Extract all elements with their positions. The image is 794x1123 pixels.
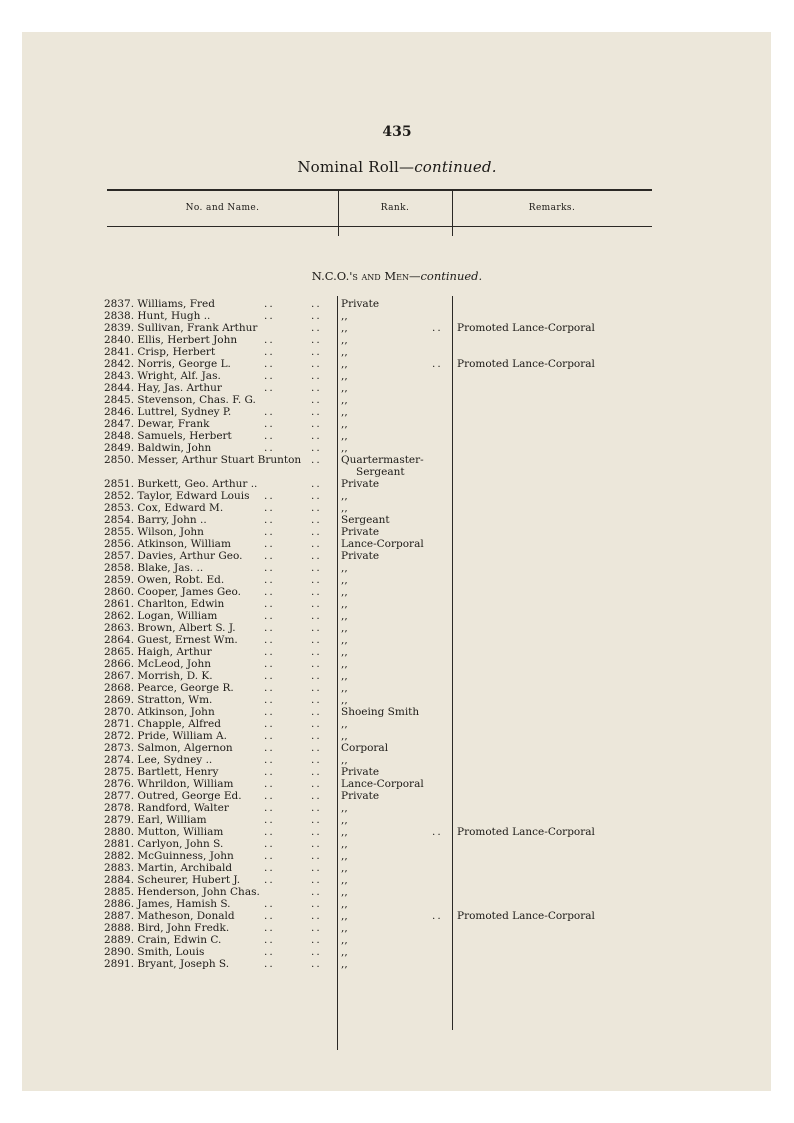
leader-dots: ..	[311, 574, 322, 586]
entry-rank: ,,	[341, 394, 348, 406]
entry-rank: ,,	[341, 610, 348, 622]
leader-dots: ..	[432, 826, 443, 838]
entry-no-name: 2847. Dewar, Frank	[104, 418, 210, 430]
leader-dots: ..	[264, 502, 275, 514]
entry-rank: ,,	[341, 730, 348, 742]
leader-dots: ..	[264, 814, 275, 826]
leader-dots: ..	[311, 334, 322, 346]
entry-rank: ,,	[341, 718, 348, 730]
leader-dots: ..	[264, 862, 275, 874]
leader-dots: ..	[311, 370, 322, 382]
entry-rank: ,,	[341, 754, 348, 766]
entry-remark: Promoted Lance-Corporal	[457, 358, 595, 370]
entry-no-name: 2873. Salmon, Algernon	[104, 742, 233, 754]
leader-dots: ..	[311, 754, 322, 766]
entry-rank: ,,	[341, 910, 348, 922]
entry-no-name: 2880. Mutton, William	[104, 826, 224, 838]
entry-rank: ,,	[341, 406, 348, 418]
leader-dots: ..	[311, 826, 322, 838]
leader-dots: ..	[311, 622, 322, 634]
entry-no-name: 2879. Earl, William	[104, 814, 207, 826]
leader-dots: ..	[264, 778, 275, 790]
column-header-name: No. and Name.	[185, 203, 260, 213]
entry-no-name: 2860. Cooper, James Geo.	[104, 586, 241, 598]
leader-dots: ..	[264, 526, 275, 538]
leader-dots: ..	[311, 394, 322, 406]
leader-dots: ..	[264, 406, 275, 418]
leader-dots: ..	[311, 298, 322, 310]
leader-dots: ..	[311, 322, 322, 334]
entry-no-name: 2853. Cox, Edward M.	[104, 502, 224, 514]
entry-no-name: 2861. Charlton, Edwin	[104, 598, 225, 610]
leader-dots: ..	[311, 634, 322, 646]
entry-rank: ,,	[341, 322, 348, 334]
entry-no-name: 2878. Randford, Walter	[104, 802, 229, 814]
leader-dots: ..	[311, 814, 322, 826]
entry-rank: ,,	[341, 814, 348, 826]
entry-rank: Lance-Corporal	[341, 778, 424, 790]
leader-dots: ..	[311, 658, 322, 670]
leader-dots: ..	[264, 538, 275, 550]
header-divider-1	[338, 191, 339, 236]
leader-dots: ..	[264, 622, 275, 634]
entry-rank: Private	[341, 478, 380, 490]
leader-dots: ..	[311, 910, 322, 922]
leader-dots: ..	[311, 550, 322, 562]
page-number: 435	[382, 124, 412, 140]
entry-no-name: 2884. Scheurer, Hubert J.	[104, 874, 241, 886]
entry-no-name: 2845. Stevenson, Chas. F. G.	[104, 394, 256, 406]
entry-no-name: 2872. Pride, William A.	[104, 730, 227, 742]
entry-no-name: 2850. Messer, Arthur Stuart Brunton	[104, 454, 302, 466]
leader-dots: ..	[311, 682, 322, 694]
entry-no-name: 2842. Norris, George L.	[104, 358, 231, 370]
leader-dots: ..	[311, 742, 322, 754]
leader-dots: ..	[264, 574, 275, 586]
leader-dots: ..	[432, 322, 443, 334]
entry-rank: ,,	[341, 862, 348, 874]
entry-no-name: 2865. Haigh, Arthur	[104, 646, 212, 658]
entry-no-name: 2885. Henderson, John Chas.	[104, 886, 260, 898]
leader-dots: ..	[311, 694, 322, 706]
leader-dots: ..	[311, 310, 322, 322]
leader-dots: ..	[311, 730, 322, 742]
leader-dots: ..	[311, 610, 322, 622]
entry-no-name: 2859. Owen, Robt. Ed.	[104, 574, 225, 586]
entry-rank: ,,	[341, 898, 348, 910]
entry-remark: Promoted Lance-Corporal	[457, 910, 595, 922]
entry-rank: Lance-Corporal	[341, 538, 424, 550]
leader-dots: ..	[311, 502, 322, 514]
entry-rank: ,,	[341, 442, 348, 454]
leader-dots: ..	[264, 598, 275, 610]
entry-rank: ,,	[341, 382, 348, 394]
entry-no-name: 2844. Hay, Jas. Arthur	[104, 382, 222, 394]
entry-no-name: 2858. Blake, Jas. ..	[104, 562, 204, 574]
leader-dots: ..	[264, 742, 275, 754]
entry-rank: Private	[341, 790, 380, 802]
leader-dots: ..	[311, 430, 322, 442]
leader-dots: ..	[264, 898, 275, 910]
entry-no-name: 2849. Baldwin, John	[104, 442, 212, 454]
entry-no-name: 2876. Whrildon, William	[104, 778, 234, 790]
column-header-remarks: Remarks.	[528, 203, 576, 213]
entry-no-name: 2855. Wilson, John	[104, 526, 204, 538]
leader-dots: ..	[264, 766, 275, 778]
page-title	[0, 158, 794, 176]
entry-no-name: 2841. Crisp, Herbert	[104, 346, 216, 358]
entry-rank: ,,	[341, 646, 348, 658]
leader-dots: ..	[264, 706, 275, 718]
entry-no-name: 2874. Lee, Sydney ..	[104, 754, 213, 766]
leader-dots: ..	[311, 706, 322, 718]
entry-rank: ,,	[341, 826, 348, 838]
section-heading	[0, 269, 794, 283]
leader-dots: ..	[264, 430, 275, 442]
leader-dots: ..	[264, 694, 275, 706]
leader-dots: ..	[264, 442, 275, 454]
entry-rank: Quartermaster-	[341, 454, 424, 466]
leader-dots: ..	[264, 586, 275, 598]
leader-dots: ..	[311, 382, 322, 394]
entry-no-name: 2875. Bartlett, Henry	[104, 766, 219, 778]
entry-no-name: 2867. Morrish, D. K.	[104, 670, 213, 682]
leader-dots: ..	[264, 826, 275, 838]
entry-no-name: 2870. Atkinson, John	[104, 706, 215, 718]
header-bottom-rule	[107, 226, 652, 227]
entry-no-name: 2854. Barry, John ..	[104, 514, 207, 526]
entry-rank: ,,	[341, 562, 348, 574]
entry-rank: ,,	[341, 418, 348, 430]
entry-no-name: 2889. Crain, Edwin C.	[104, 934, 222, 946]
leader-dots: ..	[311, 802, 322, 814]
leader-dots: ..	[264, 514, 275, 526]
leader-dots: ..	[311, 526, 322, 538]
entry-rank: Sergeant	[341, 514, 390, 526]
leader-dots: ..	[432, 910, 443, 922]
leader-dots: ..	[264, 310, 275, 322]
leader-dots: ..	[264, 790, 275, 802]
leader-dots: ..	[311, 562, 322, 574]
leader-dots: ..	[311, 586, 322, 598]
leader-dots: ..	[264, 562, 275, 574]
entry-rank: ,,	[341, 850, 348, 862]
entry-remark: Promoted Lance-Corporal	[457, 322, 595, 334]
leader-dots: ..	[311, 478, 322, 490]
leader-dots: ..	[264, 754, 275, 766]
leader-dots: ..	[264, 646, 275, 658]
entry-no-name: 2891. Bryant, Joseph S.	[104, 958, 230, 970]
entry-rank: ,,	[341, 682, 348, 694]
entry-rank: ,,	[341, 886, 348, 898]
leader-dots: ..	[264, 934, 275, 946]
entry-no-name: 2838. Hunt, Hugh ..	[104, 310, 211, 322]
leader-dots: ..	[311, 946, 322, 958]
leader-dots: ..	[264, 418, 275, 430]
leader-dots: ..	[311, 790, 322, 802]
entry-rank: ,,	[341, 598, 348, 610]
entry-no-name: 2883. Martin, Archibald	[104, 862, 233, 874]
leader-dots: ..	[264, 382, 275, 394]
leader-dots: ..	[311, 934, 322, 946]
entry-no-name: 2866. McLeod, John	[104, 658, 211, 670]
leader-dots: ..	[264, 730, 275, 742]
entry-rank: ,,	[341, 958, 348, 970]
leader-dots: ..	[264, 634, 275, 646]
body-divider-remarks	[452, 296, 453, 1030]
entry-no-name: 2864. Guest, Ernest Wm.	[104, 634, 238, 646]
entry-no-name: 2868. Pearce, George R.	[104, 682, 234, 694]
header-divider-2	[452, 191, 453, 236]
entry-rank: ,,	[341, 346, 348, 358]
entry-no-name: 2846. Luttrel, Sydney P.	[104, 406, 232, 418]
leader-dots: ..	[311, 598, 322, 610]
entry-rank: Private	[341, 298, 380, 310]
leader-dots: ..	[311, 850, 322, 862]
entry-no-name: 2886. James, Hamish S.	[104, 898, 231, 910]
leader-dots: ..	[311, 898, 322, 910]
entry-rank: Private	[341, 526, 380, 538]
leader-dots: ..	[264, 298, 275, 310]
leader-dots: ..	[311, 958, 322, 970]
entry-no-name: 2851. Burkett, Geo. Arthur ..	[104, 478, 258, 490]
entry-rank: Private	[341, 550, 380, 562]
entry-rank: ,,	[341, 694, 348, 706]
title-main: Nominal Roll—	[297, 158, 415, 176]
entry-no-name: 2881. Carlyon, John S.	[104, 838, 224, 850]
leader-dots: ..	[311, 838, 322, 850]
entry-no-name: 2839. Sullivan, Frank Arthur	[104, 322, 258, 334]
entry-no-name: 2863. Brown, Albert S. J.	[104, 622, 236, 634]
entry-no-name: 2862. Logan, William	[104, 610, 218, 622]
entry-rank: ,,	[341, 634, 348, 646]
entry-no-name: 2877. Outred, George Ed.	[104, 790, 242, 802]
leader-dots: ..	[264, 958, 275, 970]
entry-no-name: 2843. Wright, Alf. Jas.	[104, 370, 221, 382]
leader-dots: ..	[311, 862, 322, 874]
header-top-rule	[107, 189, 652, 191]
leader-dots: ..	[311, 442, 322, 454]
leader-dots: ..	[311, 346, 322, 358]
entry-no-name: 2852. Taylor, Edward Louis	[104, 490, 250, 502]
leader-dots: ..	[264, 370, 275, 382]
leader-dots: ..	[311, 406, 322, 418]
leader-dots: ..	[264, 946, 275, 958]
leader-dots: ..	[264, 610, 275, 622]
entry-rank: ,,	[341, 934, 348, 946]
entry-rank: ,,	[341, 334, 348, 346]
entry-rank-continued: Sergeant	[356, 466, 405, 478]
entry-rank: ,,	[341, 922, 348, 934]
leader-dots: ..	[311, 490, 322, 502]
leader-dots: ..	[264, 850, 275, 862]
leader-dots: ..	[264, 670, 275, 682]
leader-dots: ..	[311, 886, 322, 898]
leader-dots: ..	[311, 874, 322, 886]
entry-rank: ,,	[341, 586, 348, 598]
title-suffix: continued.	[414, 158, 497, 176]
leader-dots: ..	[264, 718, 275, 730]
leader-dots: ..	[311, 454, 322, 466]
body-divider-rank	[337, 296, 338, 1050]
entry-no-name: 2869. Stratton, Wm.	[104, 694, 213, 706]
entry-rank: ,,	[341, 838, 348, 850]
leader-dots: ..	[311, 418, 322, 430]
entry-rank: ,,	[341, 622, 348, 634]
entry-no-name: 2887. Matheson, Donald	[104, 910, 235, 922]
entry-no-name: 2837. Williams, Fred	[104, 298, 215, 310]
entry-no-name: 2871. Chapple, Alfred	[104, 718, 221, 730]
entry-no-name: 2857. Davies, Arthur Geo.	[104, 550, 243, 562]
entry-rank: ,,	[341, 502, 348, 514]
entry-rank: ,,	[341, 946, 348, 958]
entry-rank: ,,	[341, 670, 348, 682]
leader-dots: ..	[311, 922, 322, 934]
leader-dots: ..	[311, 670, 322, 682]
entry-no-name: 2882. McGuinness, John	[104, 850, 234, 862]
leader-dots: ..	[311, 358, 322, 370]
entry-rank: ,,	[341, 802, 348, 814]
leader-dots: ..	[311, 514, 322, 526]
leader-dots: ..	[264, 358, 275, 370]
entry-remark: Promoted Lance-Corporal	[457, 826, 595, 838]
entry-rank: ,,	[341, 430, 348, 442]
leader-dots: ..	[311, 778, 322, 790]
entry-rank: ,,	[341, 874, 348, 886]
leader-dots: ..	[264, 346, 275, 358]
leader-dots: ..	[311, 766, 322, 778]
leader-dots: ..	[311, 646, 322, 658]
leader-dots: ..	[264, 682, 275, 694]
entry-rank: ,,	[341, 358, 348, 370]
entry-rank: ,,	[341, 490, 348, 502]
entry-rank: ,,	[341, 574, 348, 586]
entry-rank: ,,	[341, 370, 348, 382]
section-label: N.C.O.'s and Men—	[311, 269, 421, 283]
entry-rank: ,,	[341, 310, 348, 322]
leader-dots: ..	[264, 874, 275, 886]
entry-rank: Private	[341, 766, 380, 778]
entry-no-name: 2890. Smith, Louis	[104, 946, 205, 958]
leader-dots: ..	[264, 922, 275, 934]
entry-rank: ,,	[341, 658, 348, 670]
leader-dots: ..	[264, 802, 275, 814]
entry-no-name: 2856. Atkinson, William	[104, 538, 231, 550]
leader-dots: ..	[432, 358, 443, 370]
entry-no-name: 2848. Samuels, Herbert	[104, 430, 232, 442]
leader-dots: ..	[264, 658, 275, 670]
entry-rank: Corporal	[341, 742, 389, 754]
leader-dots: ..	[264, 550, 275, 562]
leader-dots: ..	[311, 718, 322, 730]
leader-dots: ..	[264, 490, 275, 502]
leader-dots: ..	[264, 910, 275, 922]
leader-dots: ..	[264, 334, 275, 346]
entry-no-name: 2888. Bird, John Fredk.	[104, 922, 230, 934]
leader-dots: ..	[311, 538, 322, 550]
entry-no-name: 2840. Ellis, Herbert John	[104, 334, 238, 346]
column-header-rank: Rank.	[380, 203, 410, 213]
entry-rank: Shoeing Smith	[341, 706, 420, 718]
leader-dots: ..	[264, 838, 275, 850]
section-suffix: continued.	[420, 269, 483, 283]
